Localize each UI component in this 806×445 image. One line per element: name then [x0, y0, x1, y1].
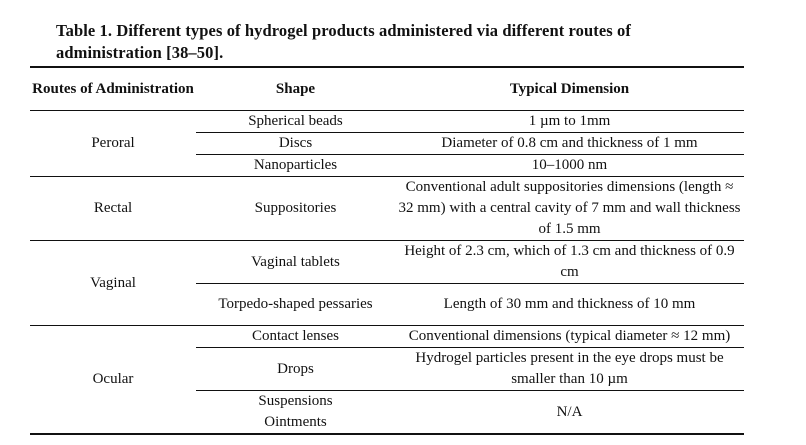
shape-cell: Nanoparticles	[196, 155, 395, 177]
header-shape: Shape	[196, 67, 395, 111]
header-route: Routes of Administration	[30, 67, 196, 111]
route-cell: Peroral	[30, 111, 196, 177]
dimension-cell: Conventional dimensions (typical diameter ≈ 12 mm)	[395, 326, 744, 348]
table-row	[30, 241, 744, 284]
shape-cell: Torpedo-shaped pessaries	[196, 284, 395, 326]
header-row	[30, 67, 744, 111]
shape-cell: Spherical beads	[196, 111, 395, 133]
table-caption	[56, 20, 736, 64]
dimension-cell: Height of 2.3 cm, which of 1.3 cm and thickness of 0.9 cm	[395, 241, 744, 284]
shape-cell: Suspensions Ointments	[196, 391, 395, 435]
hydrogel-routes-table	[30, 66, 744, 435]
dimension-cell: N/A	[395, 391, 744, 435]
caption-label: Table 1.	[56, 21, 113, 40]
shape-cell: Suppositories	[196, 177, 395, 241]
dimension-cell: 10–1000 nm	[395, 155, 744, 177]
table-row	[30, 177, 744, 241]
shape-cell: Discs	[196, 133, 395, 155]
dimension-cell: Conventional adult suppositories dimensions (length ≈ 32 mm) with a central cavity of 7 mm and wall thickness of 1.5 mm	[395, 177, 744, 241]
header-dimension: Typical Dimension	[395, 67, 744, 111]
shape-cell: Drops	[196, 348, 395, 391]
table-row	[30, 111, 744, 133]
caption-text: Different types of hydrogel products administered via different routes of administration [38–50].	[56, 21, 632, 62]
route-cell: Ocular	[30, 326, 196, 435]
dimension-cell: Hydrogel particles present in the eye drops must be smaller than 10 µm	[395, 348, 744, 391]
shape-cell: Contact lenses	[196, 326, 395, 348]
dimension-cell: Diameter of 0.8 cm and thickness of 1 mm	[395, 133, 744, 155]
dimension-cell: Length of 30 mm and thickness of 10 mm	[395, 284, 744, 326]
route-cell: Vaginal	[30, 241, 196, 326]
shape-cell: Vaginal tablets	[196, 241, 395, 284]
dimension-cell: 1 µm to 1mm	[395, 111, 744, 133]
table-row	[30, 326, 744, 348]
route-cell: Rectal	[30, 177, 196, 241]
